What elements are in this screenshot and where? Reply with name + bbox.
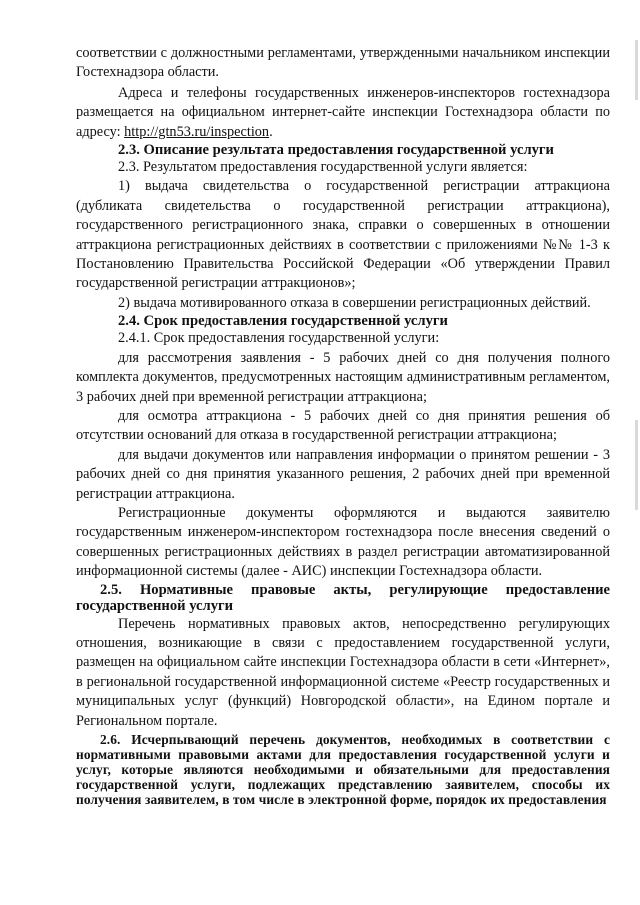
- paragraph: для выдачи документов или направления информации о принятом решении - 3 рабочих дней со дня принятия указанного решения, 2 рабочих дней при временной регистрации аттракциона.: [76, 446, 610, 502]
- section-heading-2-5: 2.5. Нормативные правовые акты, регулирующие предоставление государственной услуги: [76, 581, 610, 614]
- document-page: [76, 44, 610, 807]
- paragraph: Регистрационные документы оформляются и выдаются заявителю государственным инженером-инспектором гостехнадзора после внесения сведений о совершенных регистрационных действиях в раздел регистрации автоматизированной информационной системы (далее - АИС) инспекции Гостехнадзора области.: [76, 504, 610, 580]
- paragraph-contacts: [76, 84, 610, 142]
- scan-edge-mark: [635, 420, 638, 510]
- paragraph: 2) выдача мотивированного отказа в совершении регистрационных действий.: [118, 294, 591, 311]
- contacts-text: Адреса и телефоны государственных инженеров-инспекторов гостехнадзора размещается на официальном интернет-сайте инспекции Гостехнадзора области по адресу:: [76, 84, 610, 140]
- scan-edge-mark: [635, 40, 638, 100]
- section-heading-2-3: 2.3. Описание результата предоставления государственной услуги: [118, 142, 554, 159]
- paragraph: 2.3. Результатом предоставления государственной услуги является:: [118, 159, 528, 176]
- paragraph: для рассмотрения заявления - 5 рабочих дней со дня получения полного комплекта документов, предусмотренных настоящим административным регламентом, 3 рабочих дней при временной регистрации аттракциона;: [76, 349, 610, 405]
- inspection-link[interactable]: http://gtn53.ru/inspection: [124, 123, 270, 140]
- contacts-end: .: [269, 123, 273, 140]
- paragraph: соответствии с должностными регламентами, утвержденными начальником инспекции Гостехнадзора области.: [76, 45, 610, 81]
- section-heading-2-6: 2.6. Исчерпывающий перечень документов, необходимых в соответствии с нормативными правовыми актами для предоставления государственной услуги и услуг, которые являются необходимыми и обязательными для предоставления государственной услуги, подлежащих представлению заявителем, способы их получения заявителем, в том числе в электронной форме, порядок их предоставления: [76, 732, 610, 807]
- paragraph: Перечень нормативных правовых актов, непосредственно регулирующих отношения, возникающие в связи с предоставлением государственной услуги, размещен на официальном сайте инспекции Гостехнадзора области в сети «Интернет», в региональной государственной информационной системе «Реестр государственных и муниципальных услуг (функций) Новгородской области», на Едином портале и Региональном портале.: [76, 615, 610, 729]
- section-heading-2-4: 2.4. Срок предоставления государственной услуги: [118, 313, 448, 330]
- paragraph: для осмотра аттракциона - 5 рабочих дней со дня принятия решения об отсутствии оснований для отказа в государственной регистрации аттракциона;: [76, 407, 610, 444]
- paragraph: 1) выдача свидетельства о государственной регистрации аттракциона (дубликата свидетельства о государственной регистрации аттракциона), государственного регистрационного знака, справки о совершенных в отношении аттракциона регистрационных действиях в соответствии с приложениями №№ 1-3 к Постановлению Правительства Российской Федерации «Об утверждении Правил государственной регистрации аттракционов»;: [76, 178, 610, 292]
- paragraph: 2.4.1. Срок предоставления государственной услуги:: [118, 330, 440, 347]
